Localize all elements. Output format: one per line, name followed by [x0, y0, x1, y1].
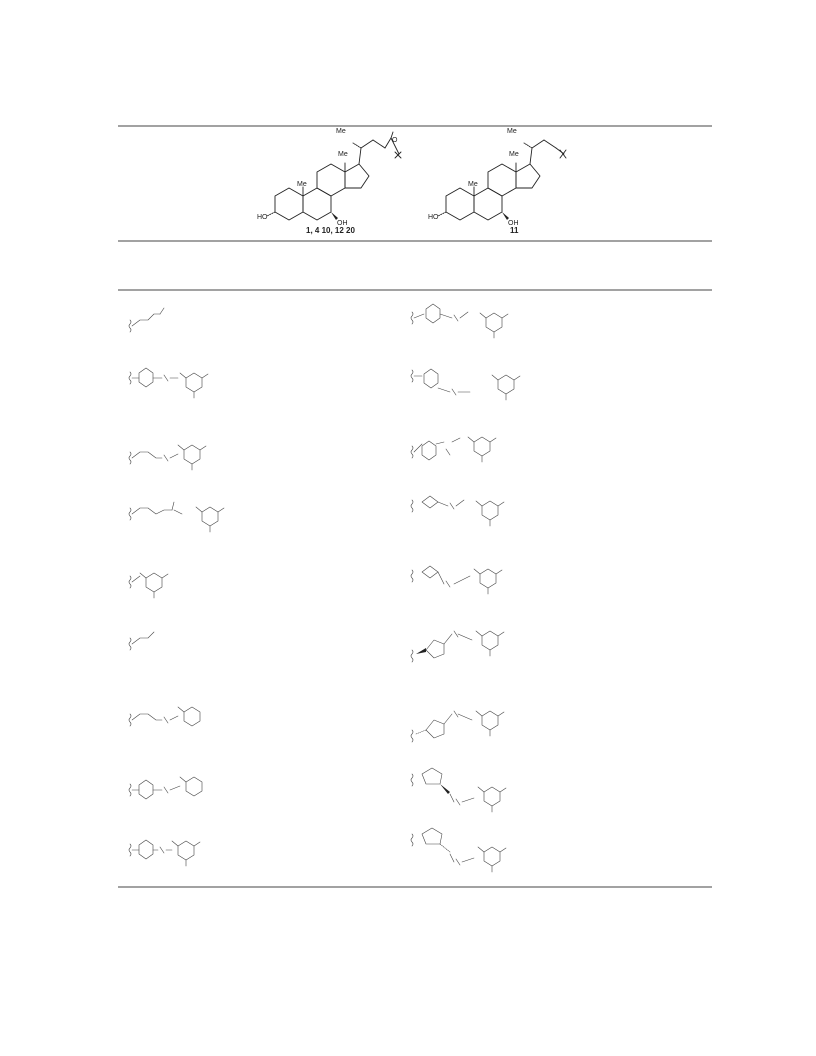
substituent-left-9 [129, 840, 200, 866]
methyl-c21-label: Me [507, 128, 517, 135]
hydroxyl-3-label: HO [257, 214, 268, 221]
substituent-right-8 [411, 768, 506, 812]
substituent-right-5 [411, 566, 502, 594]
methyl-c19-label: Me [468, 181, 478, 188]
substituent-left-2 [129, 368, 208, 398]
substituent-left-6 [129, 632, 154, 650]
methyl-c19-label: Me [297, 181, 307, 188]
substituent-right-4 [411, 496, 504, 526]
scaffold-amide [257, 128, 401, 227]
substituent-left-3 [129, 445, 206, 470]
substituent-right-7 [411, 711, 504, 742]
substituent-left-1 [129, 308, 164, 332]
scaffold-alkyl-compounds: 11 [510, 226, 519, 235]
substituent-left-8 [129, 777, 202, 799]
hydroxyl-3-label: HO [428, 214, 439, 221]
substituent-left-5 [129, 573, 168, 598]
hydroxyl-7-label: OH [337, 220, 348, 227]
scaffold-alkyl [428, 128, 566, 227]
substituent-right-1 [411, 304, 508, 338]
methyl-c18-label: Me [509, 151, 519, 158]
substituent-left-7 [129, 707, 200, 726]
scaffold-amide-compounds: 1, 4 10, 12 20 [306, 226, 355, 235]
substituent-right-6 [411, 631, 504, 662]
substituent-right-2 [411, 369, 520, 400]
methyl-c21-label: Me [336, 128, 346, 135]
carbonyl-oxygen-label: O [392, 137, 398, 144]
substituent-right-9 [411, 828, 506, 872]
substituent-right-3 [411, 437, 496, 462]
substituent-left-4 [129, 502, 224, 532]
hydroxyl-7-label: OH [508, 220, 519, 227]
methyl-c18-label: Me [338, 151, 348, 158]
